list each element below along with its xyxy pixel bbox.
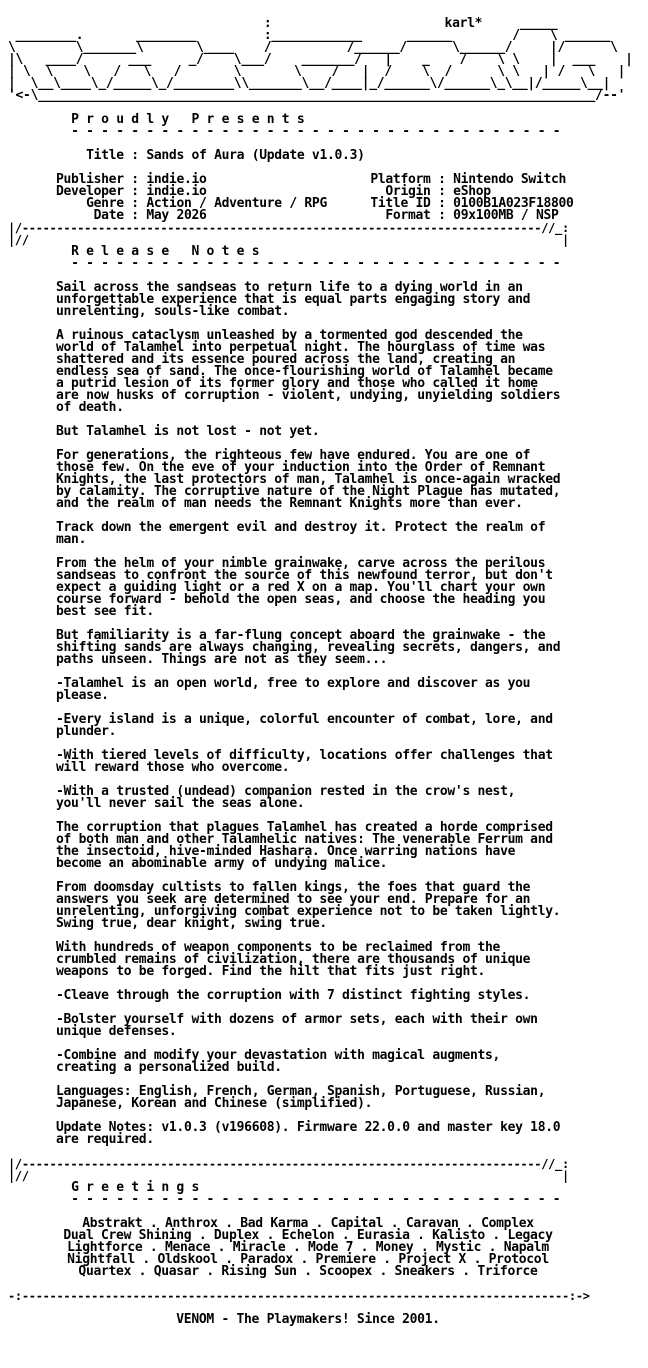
release-notes-line: paths unseen. Things are not as they seem... (56, 652, 388, 667)
release-notes-line: -Every island is a unique, colorful encounter of combat, lore, and (56, 712, 553, 727)
logo-line: |\ ____/ ___ _/ \___/ _______/ | _ / \ \ | ___ | (8, 52, 633, 67)
release-notes-line: of both man and other Talamhelic natives: The venerable Ferrum and (56, 832, 553, 847)
release-notes-line: -Combine and modify your devastation with magical augments, (56, 1048, 501, 1063)
nfo-document (8, 18, 642, 1326)
release-notes-line: world of Talamhel into perpetual night. The hourglass of time was (56, 340, 546, 355)
logo-line: '<-\__________________________________________________________________________/--' (8, 88, 626, 103)
presents-heading: P r o u d l y P r e s e n t s (71, 112, 305, 127)
release-title: Title : Sands of Aura (Update v1.0.3) (86, 148, 365, 163)
section-divider-lower: |// | (8, 1169, 569, 1183)
release-notes-line: weapons to be forged. Find the hilt that fits just right. (56, 964, 486, 979)
release-notes-line: From the helm of your nimble grainwake, carve across the perilous (56, 556, 546, 571)
logo-line: | \__\____\_/_____\_/________\\_______\__/____|_/______\/______\_\__|/_____\__| (8, 76, 611, 91)
release-notes-line: and the realm of man needs the Remnant Knights more than ever. (56, 496, 523, 511)
greetings-line: Nightfall . Oldskool . Paradox . Premiere . Project X . Protocol (67, 1252, 549, 1267)
release-notes-line: the insectoid, hive-minded Hashara. Once warring nations have (56, 844, 516, 859)
release-notes-line: those few. On the eve of your induction into the Order of Remnant (56, 460, 546, 475)
greetings-line: Lightforce . Menace . Miracle . Mode 7 . Money . Mystic . Napalm (67, 1240, 549, 1255)
logo-line: \ \_______\ \____ / /______/ \______/ |/ \ (8, 40, 618, 55)
release-notes-line: From doomsday cultists to fallen kings, the foes that guard the (56, 880, 531, 895)
release-notes-line: But Talamhel is not lost - not yet. (56, 424, 320, 439)
release-notes-line: Knights, the last protectors of man, Talamhel is once-again wracked (56, 472, 561, 487)
release-notes-line: A ruinous cataclysm unleashed by a tormented god descended the (56, 328, 523, 343)
logo-line: ________. ________ :____________ ______ / \ ______ (8, 28, 611, 43)
release-notes-line: Swing true, dear knight, swing true. (56, 916, 327, 931)
info-row: Date : May 2026 Format : 09x100MB / NSP (93, 208, 559, 223)
release-notes-line: The corruption that plagues Talamhel has created a horde comprised (56, 820, 553, 835)
greetings-line: Abstrakt . Anthrox . Bad Karma . Capital . Caravan . Complex (82, 1216, 534, 1231)
release-notes-line: Japanese, Korean and Chinese (simplified). (56, 1096, 373, 1111)
release-notes-line: are now husks of corruption - violent, undying, unyielding soldiers (56, 388, 561, 403)
info-row: Publisher : indie.io Platform : Nintendo Switch (56, 172, 567, 187)
section-rule: - - - - - - - - - - - - - - - - - - - - - - - - - - - - - - - - - (71, 256, 561, 271)
ascii-logo (8, 18, 642, 102)
release-notes-line: -Talamhel is an open world, free to explore and discover as you (56, 676, 531, 691)
release-notes-line: expect a guiding light or a red X on a map. You'll chart your own (56, 580, 546, 595)
section-rule: - - - - - - - - - - - - - - - - - - - - - - - - - - - - - - - - - (71, 124, 561, 139)
release-notes-line: For generations, the righteous few have endured. You are one of (56, 448, 531, 463)
release-notes-line: become an abominable army of undying malice. (56, 856, 388, 871)
release-notes-line: sandseas to confront the source of this newfound terror, but don't (56, 568, 553, 583)
release-notes-line: creating a personalized build. (56, 1060, 282, 1075)
greetings-list (8, 1218, 608, 1278)
section-divider: |/---------------------------------------------------------------------------//_: (8, 221, 569, 235)
release-notes-line: endless sea of sand. The once-flourishing world of Talamhel became (56, 364, 553, 379)
logo-line: : karl* _____ (8, 16, 558, 31)
release-notes-line: -With tiered levels of difficulty, locations offer challenges that (56, 748, 553, 763)
section-divider-lower: |// | (8, 233, 569, 247)
release-notes-line: by calamity. The corruptive nature of the Night Plague has mutated, (56, 484, 561, 499)
release-notes-line: Languages: English, French, German, Spanish, Portuguese, Russian, (56, 1084, 546, 1099)
info-row: Developer : indie.io Origin : eShop (56, 184, 491, 199)
footer-tagline: VENOM - The Playmakers! Since 2001. (176, 1312, 440, 1327)
release-notes-line: man. (56, 532, 87, 547)
release-notes-heading: R e l e a s e N o t e s (71, 244, 260, 259)
logo-line: | \ \ \ / \ / \ \ / | / \ / \ \ | / \ | (8, 64, 626, 79)
release-notes-line: -Cleave through the corruption with 7 distinct fighting styles. (56, 988, 531, 1003)
release-notes-line: you'll never sail the seas alone. (56, 796, 305, 811)
release-notes-line: With hundreds of weapon components to be reclaimed from the (56, 940, 501, 955)
release-notes-line: are required. (56, 1132, 154, 1147)
greetings-line: Quartex . Quasar . Rising Sun . Scoopex . Sneakers . Triforce (78, 1264, 538, 1279)
release-notes-body (8, 282, 642, 1158)
release-notes-line: unrelenting, unforgiving combat experience not to be taken lightly. (56, 904, 561, 919)
bottom-border: -:-------------------------------------------------------------------------------:-> (8, 1289, 590, 1303)
release-notes-line: shifting sands are always changing, revealing secrets, dangers, and (56, 640, 561, 655)
release-notes-line: -Bolster yourself with dozens of armor sets, each with their own (56, 1012, 538, 1027)
release-notes-line: crumbled remains of civilization, there are thousands of unique (56, 952, 531, 967)
release-notes-line: -With a trusted (undead) companion rested in the crow's nest, (56, 784, 516, 799)
release-notes-line: Update Notes: v1.0.3 (v196608). Firmware 22.0.0 and master key 18.0 (56, 1120, 561, 1135)
release-notes-line: please. (56, 688, 109, 703)
release-notes-line: will reward those who overcome. (56, 760, 290, 775)
release-notes-line: answers you seek are determined to see your end. Prepare for an (56, 892, 531, 907)
release-notes-line: plunder. (56, 724, 117, 739)
release-notes-line: shattered and its essence poured across the land, creating an (56, 352, 516, 367)
release-notes-line: best see fit. (56, 604, 154, 619)
release-notes-line: unforgettable experience that is equal parts engaging story and (56, 292, 531, 307)
release-notes-line: a putrid lesion of its former glory and those who called it home (56, 376, 538, 391)
release-notes-line: Sail across the sandseas to return life to a dying world in an (56, 280, 523, 295)
greetings-line: Dual Crew Shining . Duplex . Echelon . Eurasia . Kalisto . Legacy (63, 1228, 553, 1243)
info-row: Genre : Action / Adventure / RPG Title ID : 0100B1A023F18800 (86, 196, 574, 211)
section-rule: - - - - - - - - - - - - - - - - - - - - - - - - - - - - - - - - - (71, 1192, 561, 1207)
release-notes-line: Track down the emergent evil and destroy it. Protect the realm of (56, 520, 546, 535)
release-notes-line: course forward - behold the open seas, and choose the heading you (56, 592, 546, 607)
release-notes-line: of death. (56, 400, 124, 415)
greetings-heading: G r e e t i n g s (71, 1180, 200, 1195)
release-notes-line: But familiarity is a far-flung concept aboard the grainwake - the (56, 628, 546, 643)
section-divider: |/---------------------------------------------------------------------------//_: (8, 1157, 569, 1171)
release-notes-line: unique defenses. (56, 1024, 177, 1039)
release-notes-line: unrelenting, souls-like combat. (56, 304, 290, 319)
